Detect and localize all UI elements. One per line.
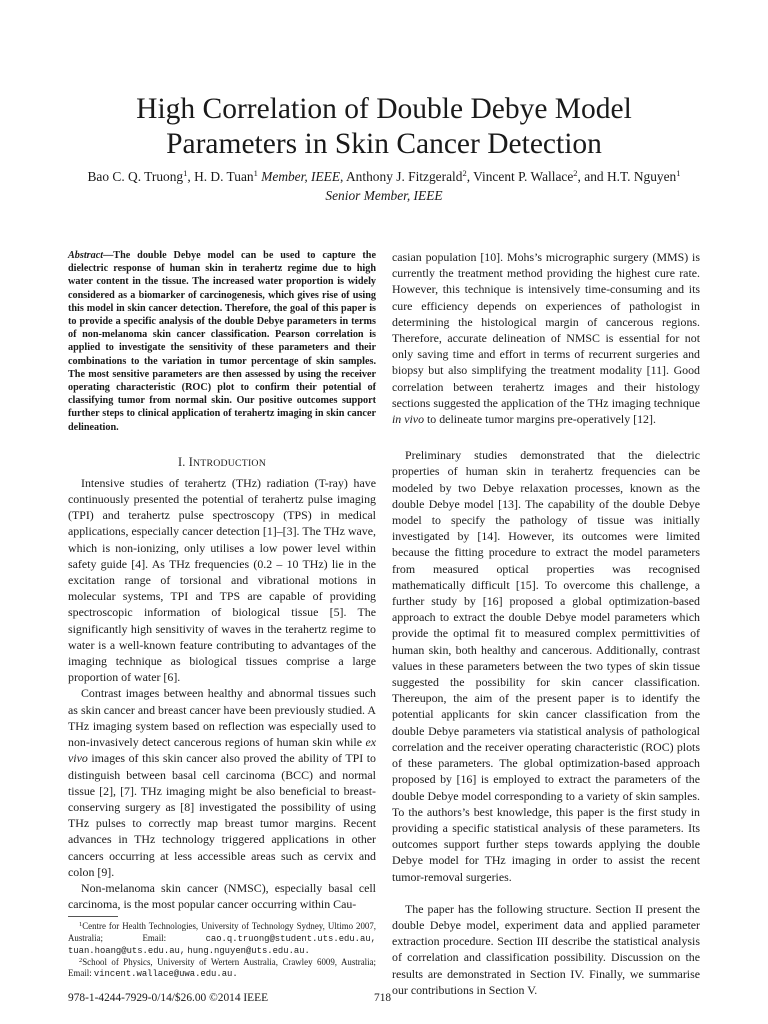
title-line-2: Parameters in Skin Cancer Detection: [166, 128, 602, 160]
paragraph-gap: [392, 885, 700, 901]
intro-paragraph-3: Non-melanoma skin cancer (NMSC), especially basal cell carcinoma, is the most popular cancer occurring within Cau-: [68, 880, 376, 912]
intro-paragraph-6: The paper has the following structure. Section II present the double Debye model, experiment data and applied parameter extraction procedure. Section III describe the statistical analysis of correlation and classification possibility. Discussion on the results are demonstrated in Section IV. Finally, we summarise our contributions in Section V.: [392, 901, 700, 997]
page-number: 718: [374, 992, 392, 1004]
footnote-mark: 1: [79, 921, 83, 929]
author-name: Bao C. Q. Truong: [87, 169, 184, 184]
author-name: H.T. Nguyen: [606, 169, 677, 184]
footnote-1-text: Centre for Health Technologies, University of Technology Sydney, Ultimo 2007, Australia; Email:: [68, 921, 376, 943]
author-name: H. D. Tuan: [194, 169, 254, 184]
footnote-email: vincent.wallace@uwa.edu.au.: [93, 969, 238, 980]
left-column: [68, 249, 376, 980]
affiliation-mark: 1: [183, 168, 188, 178]
intro-paragraph-2-part-b: images of this skin cancer also proved the ability of TPI to distinguish between basal cell carcinoma (BCC) and normal tissue [2], [7]. THz imaging might be also beneficial to breast-conserving surgery as [8] investigated the possibility of using THz pulses to correctly map breast tumor margins. Recent advances in THz technology triggered applications in other cancers occurring at less accessible areas such as cervix and colon [9].: [68, 751, 376, 879]
section-numeral: I.: [178, 454, 186, 469]
copyright-footer: 978-1-4244-7929-0/14/$26.00 ©2014 IEEE: [68, 992, 269, 1004]
intro-paragraph-2: [68, 685, 376, 879]
footnote-email: cao.q.truong@student.uts.edu.au,: [205, 933, 376, 944]
title-line-1: High Correlation of Double Debye Model: [136, 93, 632, 125]
section-title-initial: I: [188, 454, 194, 469]
footnote-2-text: School of Physics, University of Wertern Australia, Crawley 6009, Australia; Email:: [68, 956, 376, 979]
section-heading-introduction: [68, 454, 376, 472]
author-name: Vincent P. Wallace: [473, 169, 574, 184]
intro-paragraph-4: [392, 249, 700, 427]
intro-paragraph-5: Preliminary studies demonstrated that the dielectric properties of human skin in terahertz frequencies can be modeled by two Debye relaxation processes, known as the double Debye model [13]. The capability of the double Debye model to specify the pathology of tissue was initially investigated by [14]. However, its outcomes were limited because the fitting procedure to extract the model parameters from measured optical properties was recognised mathematically difficult [15]. To overcome this challenge, a further study by [16] proposed a global optimization-based approach to extract the double Debye model parameters which provide the optimal fit to measured complex permittivities of human skin, both healthy and cancerous. Additionally, contrast values in these parameters between the two types of skin tissue suggested the possibility for skin cancer classification. Thereupon, the aim of the present paper is to identify the potential applicants for skin cancer classification from the double Debye parameters via statistical analysis of pathological correlation and the receiver operating characteristic (ROC) plots of these parameters. The global optimization-based approach proposed by [16] is employed to extract the parameters of the double Debye model corresponding to a variety of skin samples. To the authors’s best knowledge, this paper is the first study in providing a specific statistical analysis of these parameters. Its outcomes support further steps towards applying the double Debye model for THz imaging in order to assist the recent tumor-removal surgeries.: [392, 448, 700, 884]
affiliation-mark: 1: [676, 168, 681, 178]
paper-title: [40, 92, 728, 162]
footnote-divider: [68, 916, 118, 917]
section-title-rest: NTRODUCTION: [193, 457, 266, 469]
author-membership: Member, IEEE: [261, 169, 341, 184]
author-name: Anthony J. Fitzgerald: [346, 169, 463, 184]
abstract-label: Abstract: [68, 250, 104, 261]
footnote-mark: 2: [79, 956, 83, 964]
abstract-text: The double Debye model can be used to capture the dielectric response of human skin in terahertz regime due to high water content in the tissue. The increased water proportion is widely considered as a biomarker of carcinogenesis, which gives rise of using this model in skin cancer detection. Therefore, the goal of this paper is to provide a specific analysis of the double Debye parameters in terms of non-melanoma skin cancer classification. Pearson correlation is applied to investigate the sensitivity of these parameters and their combinations to the variation in tumor percentage of skin samples. The most sensitive parameters are then assessed by using the receiver operating characteristic (ROC) plot to confirm their potential of classifying tumor from normal skin. Our positive outcomes support further steps to clinical application of terahertz imaging in skin cancer delineation.: [68, 250, 376, 433]
intro-paragraph-4-part-a: casian population [10]. Mohs’s micrographic surgery (MMS) is currently the treatment method providing the highest cure rate. However, this technique is intensively time-consuming and its cure efficiency depends on experiences of pathologist in determining the histological margin of cancerous regions. Therefore, accurate delineation of NMSC is essential for not only saving time and effort in terms of recurrent surgeries and biopsy but also simplifying the treatment modality [11]. Good correlation between terahertz images and their histology sections suggested the application of the THz imaging technique: [392, 250, 700, 410]
intro-paragraph-2-part-a: Contrast images between healthy and abnormal tissues such as skin cancer and breast cancer have been previously studied. A THz imaging system based on reflection was especially used to non-invasively detect cancerous regions of human skin while: [68, 686, 376, 750]
footnote-email: tuan.hoang@uts.edu.au,: [68, 945, 186, 956]
affiliation-mark: 2: [573, 168, 578, 178]
right-column: [392, 249, 700, 998]
footnote-1: [68, 921, 376, 957]
intro-paragraph-4-italic: in vivo: [392, 412, 425, 427]
footnote-2: [68, 957, 376, 980]
author-membership: Senior Member, IEEE: [325, 188, 443, 203]
affiliation-mark: 1: [253, 168, 258, 178]
paragraph-gap: [392, 427, 700, 447]
abstract: Abstract—The double Debye model can be used to capture the dielectric response of human skin in terahertz regime due to high water content in the tissue. The increased water proportion is widely considered as a biomarker of carcinogenesis, which gives rise of using this model in skin cancer detection. Therefore, the goal of this paper is to provide a specific analysis of the double Debye parameters in terms of non-melanoma skin cancer classification. Pearson correlation is applied to investigate the sensitivity of these parameters and their combinations to the variation in tumor percentage of skin samples. The most sensitive parameters are then assessed by using the receiver operating characteristic (ROC) plot to confirm their potential of classifying tumor from normal skin. Our positive outcomes support further steps to clinical application of terahertz imaging in skin cancer delineation.: [68, 250, 376, 433]
intro-paragraph-2-italic: ex vivo: [68, 735, 376, 766]
intro-paragraph-4-part-b: to delineate tumor margins pre-operatively [12].: [424, 412, 656, 427]
author-list: [40, 167, 728, 205]
author-line-2: [40, 186, 728, 205]
author-conjunction: and: [584, 169, 604, 184]
footnote-email: hung.nguyen@uts.edu.au.: [187, 945, 310, 956]
author-line-1: Bao C. Q. Truong$^1$, H. D. Tuan$^1$ Member, IEEE, Anthony J. Fitzgerald$^2$, Vincent P. Wallace$^2$, and H.T. Nguyen$^1$: [87, 168, 681, 184]
intro-paragraph-1: Intensive studies of terahertz (THz) radiation (T-ray) have continuously presented the potential of terahertz pulse imaging (TPI) and terahertz pulse spectroscopy (TPS) in medical applications, especially cancer detection [1]–[3]. The THz wave, which is non-ionizing, only utilises a low power level within safety guide [4]. As THz frequencies (0.2 – 10 THz) lie in the excitation range of torsional and vibrational motions in molecular systems, TPI and TPS are capable of providing spectroscopic information of biological tissue [5]. The significantly high sensitivity of waves in the terahertz regime to water is a well-known feature contributing to advantages of the imaging technique as biological tissues comprise a large proportion of water [6].: [68, 475, 376, 685]
affiliation-mark: 2: [462, 168, 467, 178]
